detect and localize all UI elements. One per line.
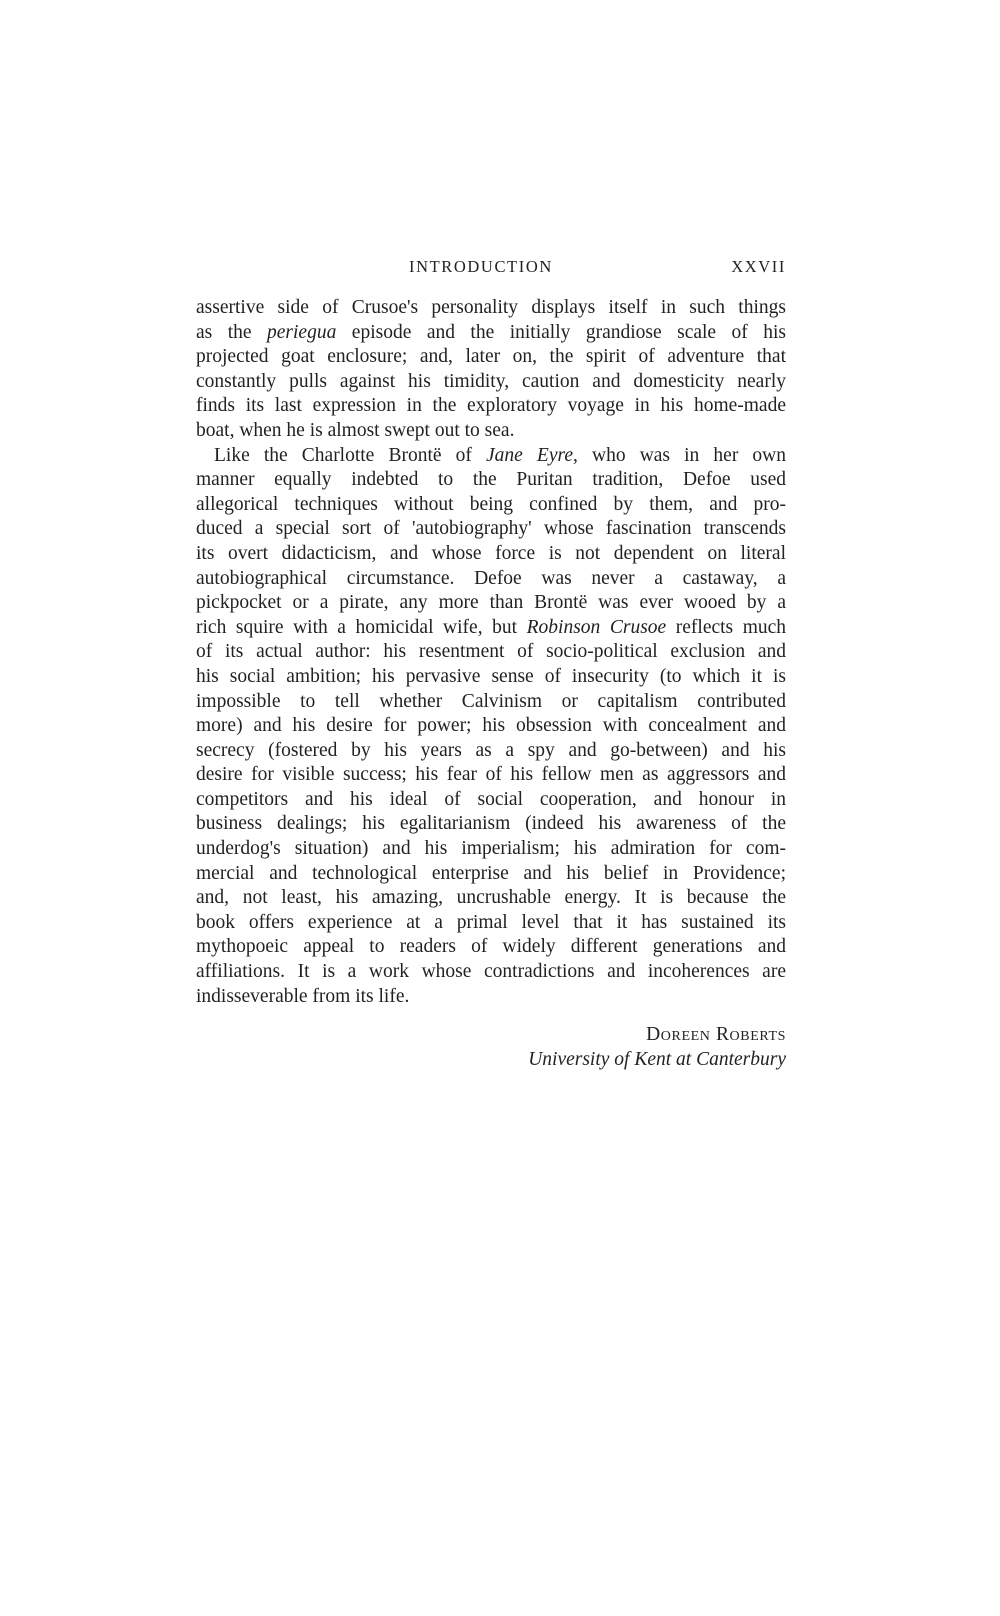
text-line: rich squire with a homicidal wife, but Robinson Crusoe reflects much: [196, 616, 787, 638]
text-line: pickpocket or a pirate, any more than Brontë was ever wooed by a: [196, 592, 786, 614]
text-line: duced a special sort of 'autobiography' whose fascination transcends: [196, 518, 786, 540]
text-line: impossible to tell whether Calvinism or capitalism contributed: [196, 690, 786, 712]
text-line: his social ambition; his pervasive sense of insecurity (to which it is: [196, 665, 786, 687]
text-line: desire for visible success; his fear of his fellow men as aggressors and: [196, 764, 786, 786]
text-line: business dealings; his egalitarianism (indeed his awareness of the: [196, 813, 786, 835]
text-line: book offers experience at a primal level that it has sustained its: [196, 911, 786, 933]
running-head-title: INTRODUCTION: [409, 257, 553, 276]
text-line: affiliations. It is a work whose contradictions and incoherences are: [196, 961, 786, 983]
text-line: projected goat enclosure; and, later on, the spirit of adventure that: [196, 346, 786, 368]
running-head: [196, 257, 786, 279]
text-line: underdog's situation) and his imperialism; his admiration for com-: [196, 838, 786, 860]
text-line: as the periegua episode and the initially grandiose scale of his: [196, 321, 786, 343]
text-line: secrecy (fostered by his years as a spy and go-between) and his: [196, 739, 786, 761]
text-line: manner equally indebted to the Puritan tradition, Defoe used: [196, 469, 786, 491]
author-name: Doreen Roberts: [646, 1024, 786, 1045]
text-line: autobiographical circumstance. Defoe was never a castaway, a: [196, 567, 786, 589]
text-line: and, not least, his amazing, uncrushable energy. It is because the: [196, 887, 786, 909]
author-affiliation: University of Kent at Canterbury: [528, 1048, 786, 1070]
text-line: of its actual author: his resentment of socio-political exclusion and: [196, 641, 786, 663]
text-line: mercial and technological enterprise and his belief in Providence;: [196, 862, 786, 884]
signature-block: [196, 1023, 786, 1072]
body-text: [196, 296, 786, 1009]
italic-title: Jane Eyre: [486, 444, 574, 466]
text-line: competitors and his ideal of social cooperation, and honour in: [196, 788, 786, 810]
text-line: boat, when he is almost swept out to sea.: [196, 419, 515, 441]
text-line: mythopoeic appeal to readers of widely different generations and: [196, 936, 786, 958]
text-line: constantly pulls against his timidity, caution and domesticity nearly: [196, 370, 786, 392]
text-line: assertive side of Crusoe's personality displays itself in such things: [196, 297, 786, 318]
text-line: indisseverable from its life.: [196, 985, 410, 1007]
italic-term: periegua: [267, 321, 337, 343]
text-line: finds its last expression in the exploratory voyage in his home-made: [196, 395, 786, 417]
text-line: its overt didacticism, and whose force is not dependent on literal: [196, 542, 786, 564]
italic-title: Robinson Crusoe: [526, 616, 667, 638]
text-line: Like the Charlotte Brontë of Jane Eyre, who was in her own: [214, 444, 787, 466]
text-line: more) and his desire for power; his obsession with concealment and: [196, 715, 786, 737]
page-number: XXVII: [731, 257, 786, 276]
text-line: allegorical techniques without being confined by them, and pro-: [196, 493, 786, 515]
